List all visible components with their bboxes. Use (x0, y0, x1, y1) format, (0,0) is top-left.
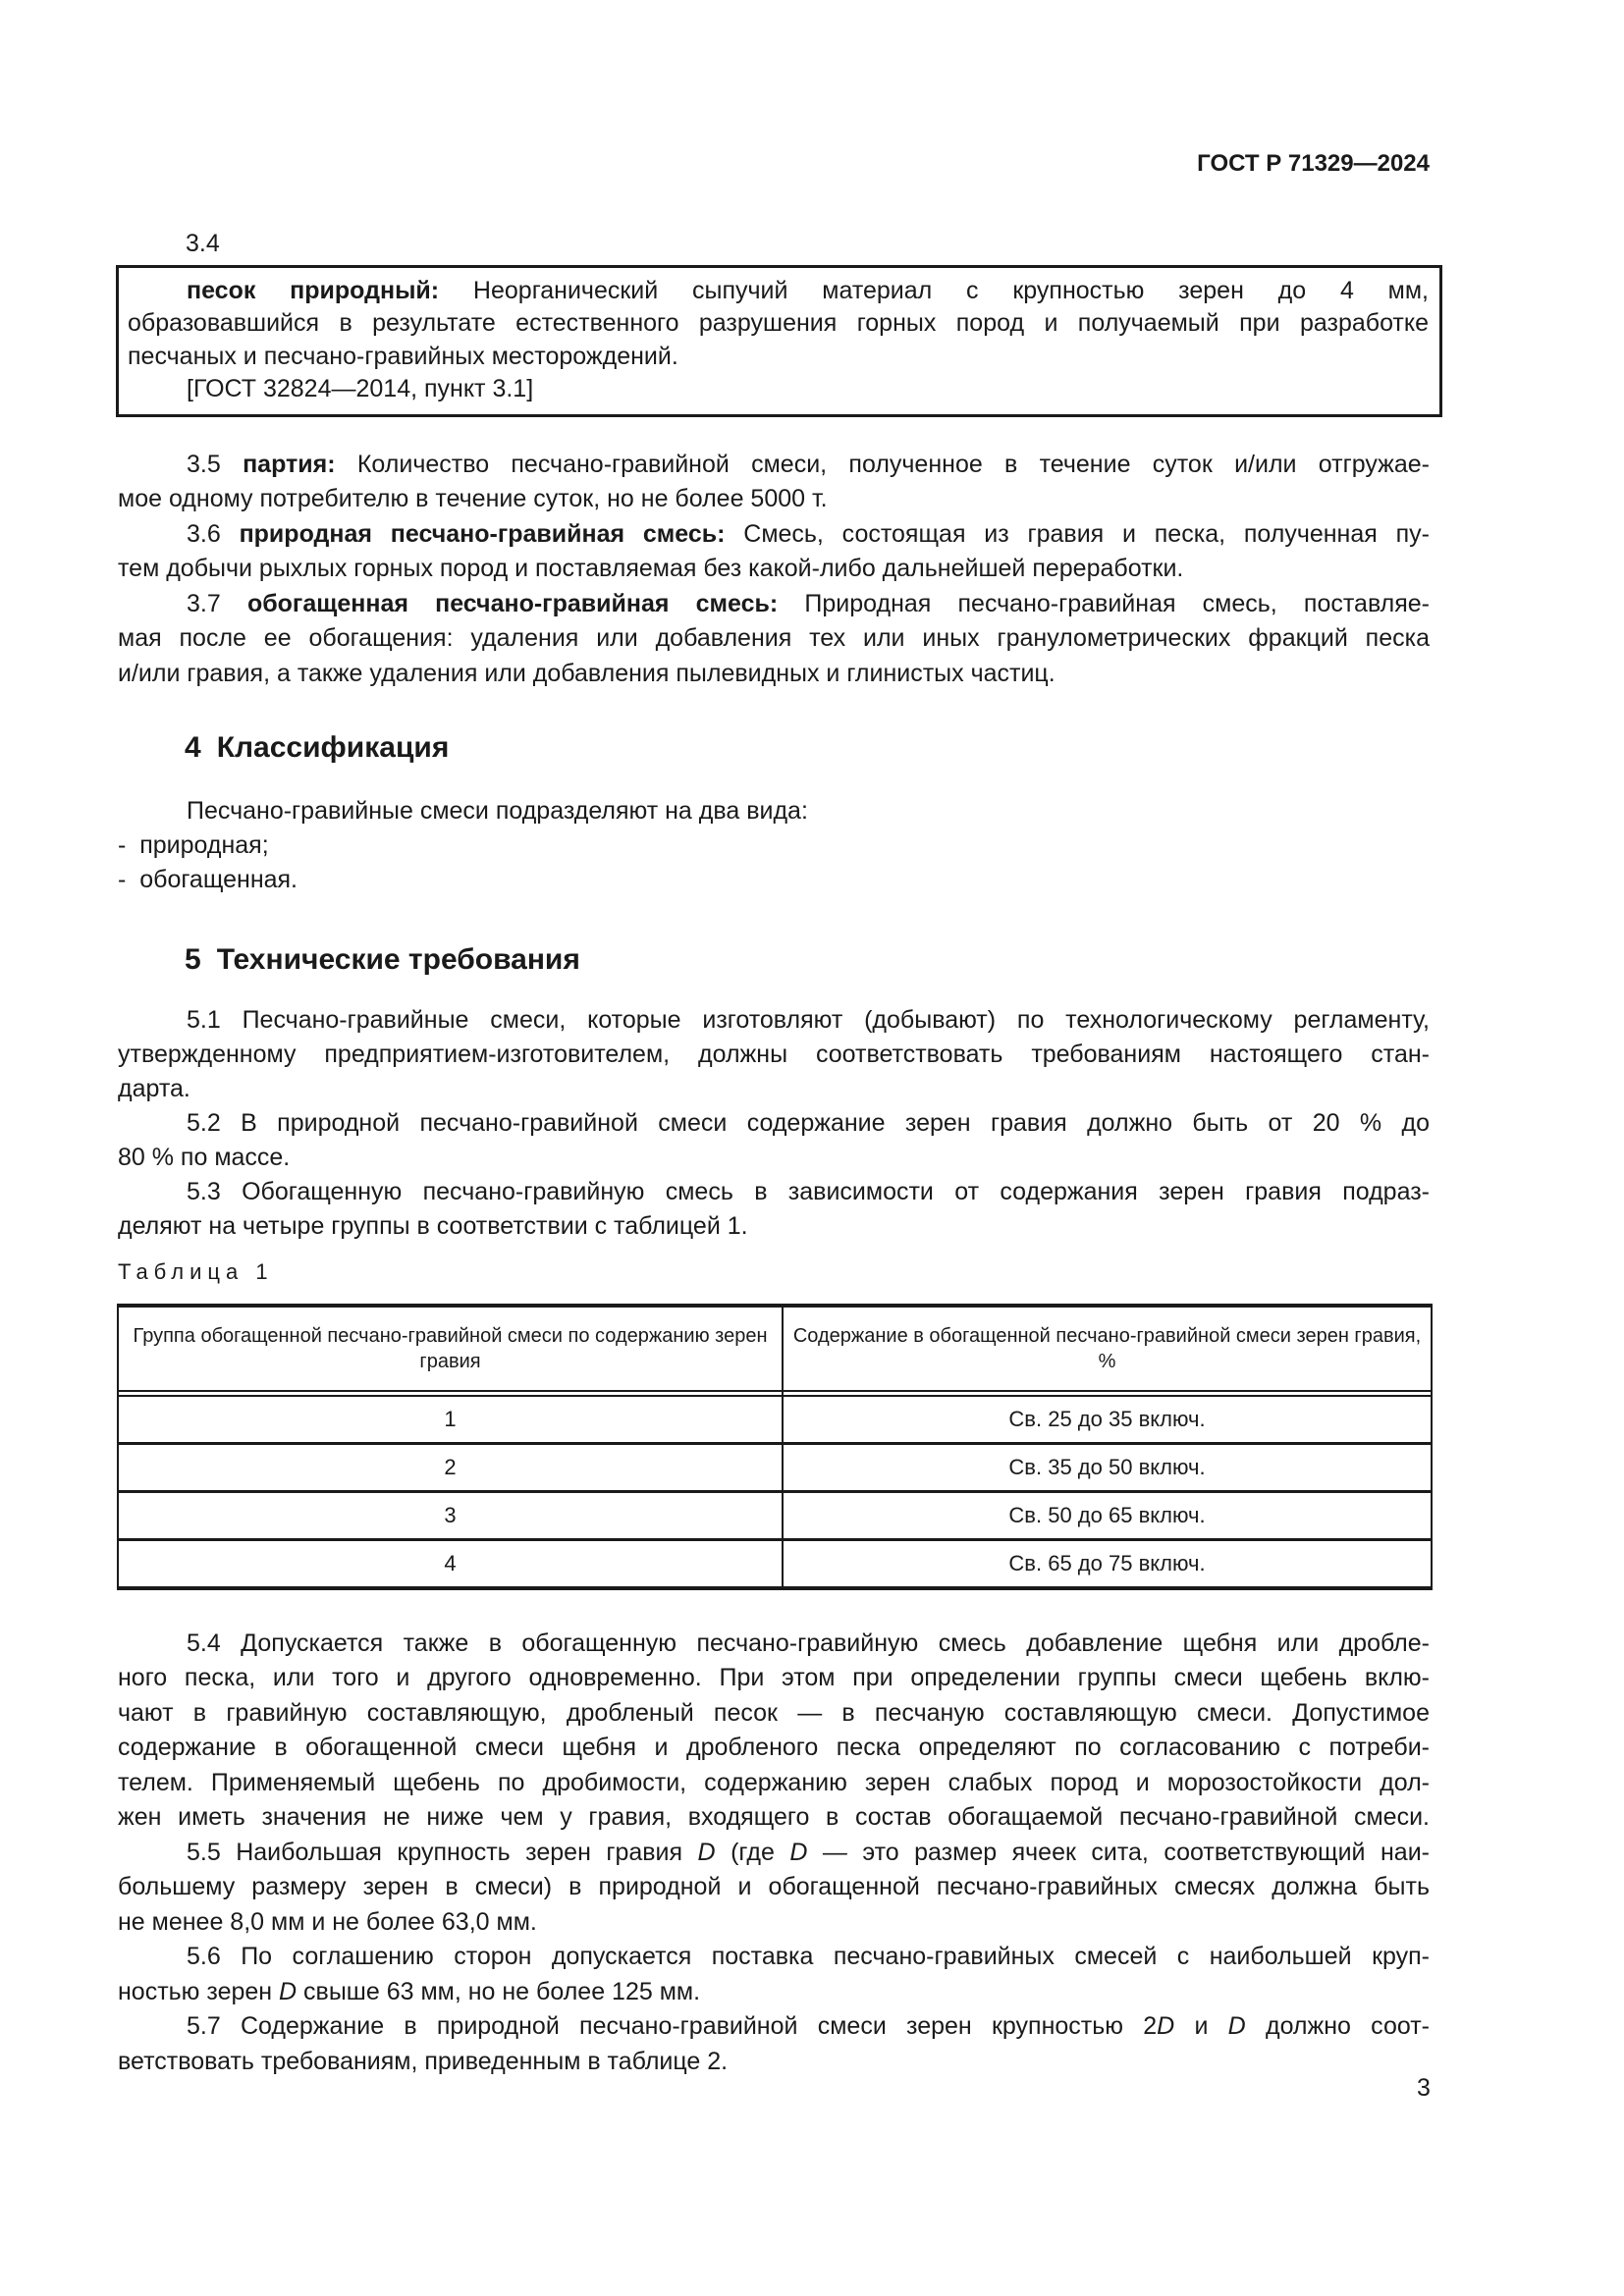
paragraph-5-1-line: утвержденному предприятием-изготовителем, должны соответствовать требованиям настоящего стан- (118, 1041, 1430, 1068)
term-number: 3.4 (186, 230, 220, 257)
cell-group: 2 (118, 1444, 783, 1492)
paragraph-5-2-line: 80 % по массе. (118, 1144, 291, 1171)
term-number: 3.7 (187, 590, 221, 617)
term-number: 3.5 (187, 451, 221, 478)
paragraph-5-4-line: чают в гравийную составляющую, дробленый песок — в песчаную составляющую смеси. Допустимое (118, 1699, 1430, 1727)
variable-d: D (789, 1839, 808, 1866)
text: ностью зерен (118, 1978, 280, 2005)
section-title: Классификация (216, 731, 450, 764)
paragraph-5-6-line (118, 1975, 700, 2008)
list-item: - обогащенная. (118, 866, 298, 893)
table-row (118, 1444, 1432, 1492)
section-title: Технические требования (216, 943, 580, 976)
list-item: - природная; (118, 831, 269, 859)
section-number: 5 (185, 943, 201, 976)
paragraph-5-1-line: дарта. (118, 1075, 190, 1102)
table-row (118, 1396, 1432, 1444)
term-definition-line: образовавшийся в результате естественного разрушения горных пород и получаемый при разработке (128, 309, 1429, 337)
variable-d: D (697, 1839, 716, 1866)
section-number: 4 (185, 731, 201, 764)
cell-content: Св. 50 до 65 включ. (783, 1492, 1432, 1540)
paragraph-5-4-line: телем. Применяемый щебень по дробимости, содержанию зерен слабых пород и морозостойкости дол- (118, 1769, 1430, 1796)
table-row (118, 1540, 1432, 1589)
paragraph-5-7-line: ветствовать требованиям, приведенным в таблице 2. (118, 2048, 729, 2075)
term-3-7-line: мая после ее обогащения: удаления или добавления тех или иных гранулометрических фракций песка (118, 624, 1430, 652)
column-header-gravel-content: Содержание в обогащенной песчано-гравийной смеси зерен гравия, % (783, 1306, 1432, 1391)
cell-content: Св. 25 до 35 включ. (783, 1396, 1432, 1444)
paragraph-5-5-line (187, 1836, 1430, 1869)
variable-d: D (1227, 2012, 1246, 2040)
cell-group: 4 (118, 1540, 783, 1589)
term-text: Природная песчано-гравийная смесь, поставляе- (804, 590, 1431, 617)
text: и (1174, 2012, 1228, 2040)
term-definition-line (187, 274, 1429, 307)
term-text: Смесь, состоящая из гравия и песка, полученная пу- (743, 520, 1430, 548)
section-heading-5 (185, 942, 580, 978)
variable-d: D (1157, 2012, 1175, 2040)
cell-content: Св. 65 до 75 включ. (783, 1540, 1432, 1589)
paragraph-5-5-line: большему размеру зерен в смеси) в природной и обогащенной песчано-гравийных смесях должна быть (118, 1873, 1430, 1900)
term-name: партия: (243, 451, 336, 478)
paragraph-5-6-line: 5.6 По соглашению сторон допускается поставка песчано-гравийных смесей с наибольшей круп- (187, 1943, 1430, 1970)
term-3-7-line (187, 587, 1430, 620)
paragraph-5-1-line: 5.1 Песчано-гравийные смеси, которые изготовляют (добывают) по технологическому регламенту, (187, 1006, 1430, 1034)
term-3-5-line: мое одному потребителю в течение суток, но не более 5000 т. (118, 485, 828, 512)
table-header-row (118, 1306, 1432, 1391)
cell-group: 3 (118, 1492, 783, 1540)
term-3-7-line: и/или гравия, а также удаления или добавления пылевидных и глинистых частиц. (118, 660, 1056, 687)
text: свыше 63 мм, но не более 125 мм. (297, 1978, 701, 2005)
text: должно соот- (1245, 2012, 1430, 2040)
term-name: песок природный: (187, 277, 440, 304)
text: (где (715, 1839, 790, 1866)
term-3-6-line: тем добычи рыхлых горных пород и поставляемая без какой-либо дальнейшей переработки. (118, 555, 1184, 582)
text: 5.5 Наибольшая крупность зерен гравия (187, 1839, 698, 1866)
classification-intro: Песчано-гравийные смеси подразделяют на два вида: (187, 797, 808, 825)
term-name: обогащенная песчано-гравийная смесь: (246, 590, 779, 617)
paragraph-5-3-line: деляют на четыре группы в соответствии с таблицей 1. (118, 1212, 748, 1240)
paragraph-5-4-line: содержание в обогащенной смеси щебня и дробленого песка определяют по согласованию с потреби- (118, 1734, 1430, 1761)
variable-d: D (279, 1978, 298, 2005)
paragraph-5-3-line: 5.3 Обогащенную песчано-гравийную смесь в зависимости от содержания зерен гравия подраз- (187, 1178, 1430, 1205)
column-header-group: Группа обогащенной песчано-гравийной смеси по содержанию зерен гравия (118, 1306, 783, 1391)
table-row (118, 1492, 1432, 1540)
document-designation: ГОСТ Р 71329—2024 (1197, 150, 1430, 177)
paragraph-5-4-line: жен иметь значения не ниже чем у гравия, входящего в состав обогащаемой песчано-гравийной смеси. (118, 1803, 1430, 1831)
table-1 (117, 1304, 1433, 1590)
page-number: 3 (1417, 2074, 1431, 2102)
table-caption: Таблица 1 (118, 1259, 274, 1284)
text: — это размер ячеек сита, соответствующий наи- (807, 1839, 1430, 1866)
term-reference: [ГОСТ 32824—2014, пункт 3.1] (187, 375, 534, 402)
paragraph-5-4-line: 5.4 Допускается также в обогащенную песчано-гравийную смесь добавление щебня или дробле- (187, 1629, 1430, 1657)
term-3-6-line (187, 517, 1430, 551)
cell-group: 1 (118, 1396, 783, 1444)
term-text: Неорганический сыпучий материал с крупностью зерен до 4 мм, (472, 277, 1429, 304)
text: 5.7 Содержание в природной песчано-гравийной смеси зерен крупностью 2 (187, 2012, 1158, 2040)
paragraph-5-4-line: ного песка, или того и другого одновременно. При этом при определении группы смеси щебень вклю- (118, 1664, 1430, 1691)
term-text: Количество песчано-гравийной смеси, полученное в течение суток и/или отгружае- (356, 451, 1430, 478)
term-name: природная песчано-гравийная смесь: (239, 520, 726, 548)
cell-content: Св. 35 до 50 включ. (783, 1444, 1432, 1492)
paragraph-5-5-line: не менее 8,0 мм и не более 63,0 мм. (118, 1908, 537, 1936)
term-3-5-line (187, 448, 1430, 481)
paragraph-5-2-line: 5.2 В природной песчано-гравийной смеси содержание зерен гравия должно быть от 20 % до (187, 1109, 1430, 1137)
term-definition-line: песчаных и песчано-гравийных месторождений. (128, 343, 678, 370)
section-heading-4 (185, 730, 449, 766)
term-number: 3.6 (187, 520, 221, 548)
paragraph-5-7-line (187, 2009, 1430, 2043)
